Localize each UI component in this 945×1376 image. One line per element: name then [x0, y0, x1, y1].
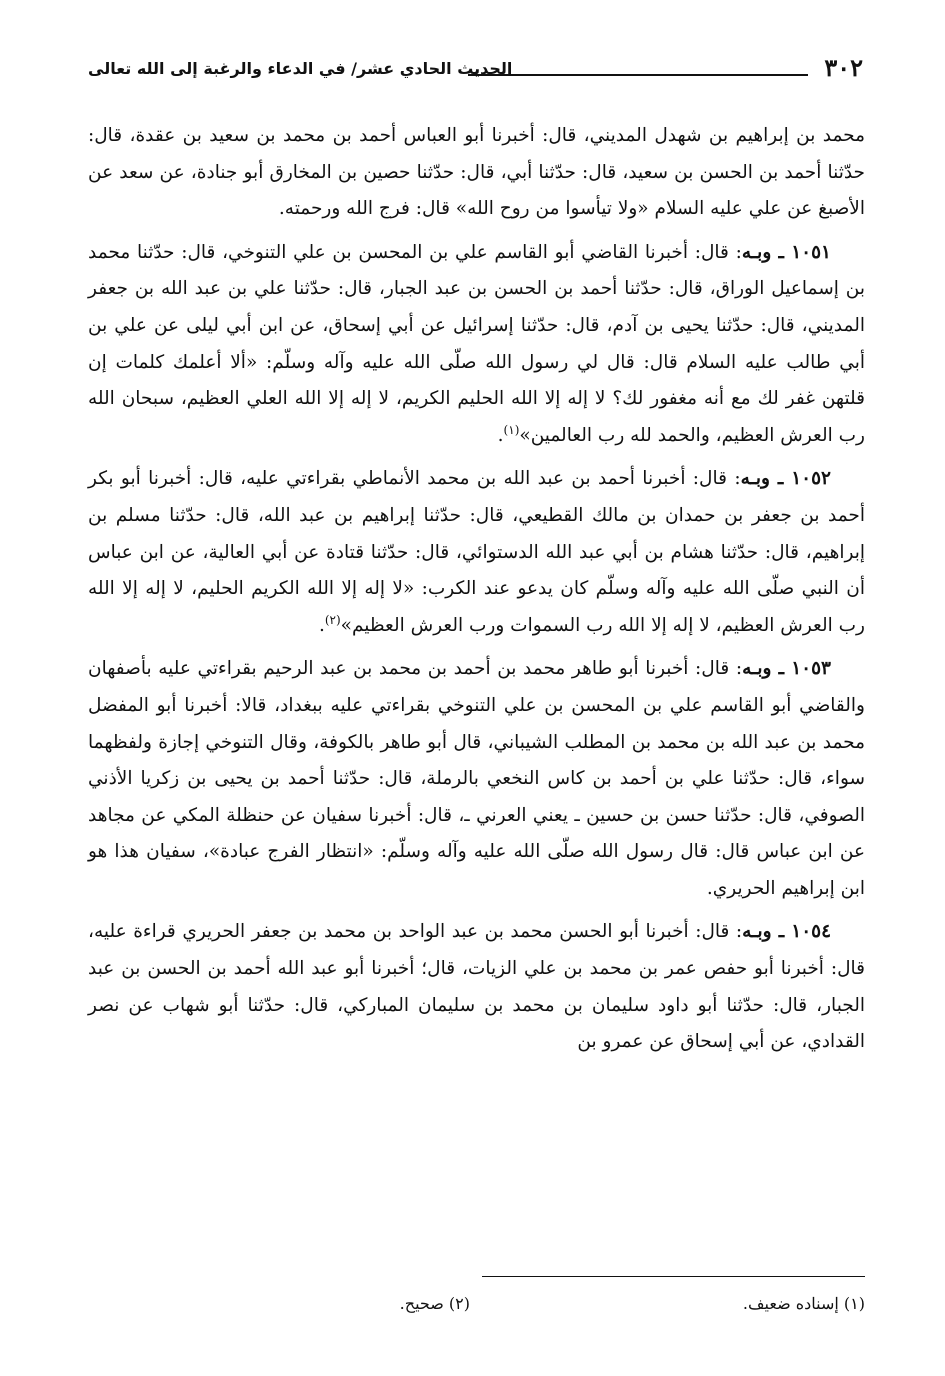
hadith-entry-1054 [88, 914, 865, 1060]
entry-end: . [497, 424, 504, 446]
entry-text: : قال: أخبرنا أبو الحسن محمد بن عبد الواحد بن محمد بن جعفر الحريري قراءة عليه، قال: أخبرنا أبو حفص عمر بن محمد بن علي الزيات، قال؛ أخبرنا أبو عبد الله أحمد بن الحسن بن عبد الجبار، قال: حدّثنا أبو داود سليمان بن محمد بن سليمان المباركي، قال: حدّثنا أبو شهاب عن نصر القدادي، عن أبي إسحاق عن عمرو بن [88, 921, 865, 1053]
entry-number: ١٠٥١ ـ وبـه [741, 241, 831, 263]
entry-end: . [318, 614, 325, 636]
header-rule [468, 74, 808, 76]
continuation-paragraph: محمد بن إبراهيم بن شهدل المديني، قال: أخبرنا أبو العباس أحمد بن محمد بن سعيد بن عقدة، قال: حدّثنا أحمد بن الحسن بن سعيد، قال: حدّثنا أبي، قال: حدّثنا حصين بن المخارق أبو جنادة، عن سعد عن الأصبغ عن علي عليه السلام «ولا تيأسوا من روح الله» قال: فرج الله ورحمته. [88, 125, 865, 220]
hadith-entry-1053 [88, 651, 865, 907]
footnote-2: (٢) صحيح. [399, 1294, 470, 1313]
footnote-ref: (٢) [324, 612, 341, 627]
running-title: الحديث الحادي عشر/ في الدعاء والرغبة إلى الله تعالى [88, 59, 513, 78]
page-body [88, 118, 865, 1061]
footnote-rule [482, 1276, 865, 1277]
hadith-entry-1051 [88, 235, 865, 455]
hadith-entry-1052 [88, 461, 865, 644]
page-header [88, 52, 863, 92]
entry-number: ١٠٥٣ ـ وبـه [742, 658, 831, 680]
footnote-1: (١) إسناده ضعيف. [742, 1294, 865, 1313]
entry-text: : قال: أخبرنا أحمد بن عبد الله بن محمد الأنماطي بقراءتي عليه، قال: أخبرنا أبو بكر أحمد بن جعفر بن حمدان بن مالك القطيعي، قال: حدّثنا إبراهيم بن عبد الله، قال: حدّثنا مسلم بن إبراهيم، قال: حدّثنا هشام بن أبي عبد الله الدستوائي، قال: حدّثنا قتادة عن أبي العالية، عن ابن عباس أن النبي صلّى الله عليه وآله وسلّم كان يدعو عند الكرب: «لا إله إلا الله الكريم الحليم، لا إله إلا الله رب العرش العظيم، لا إله إلا الله رب السموات ورب العرش العظيم» [88, 468, 865, 636]
entry-number: ١٠٥٢ ـ وبـه [740, 468, 831, 490]
page-number: ٣٠٢ [824, 53, 863, 82]
footnote-ref: (١) [503, 422, 520, 437]
entry-text: : قال: أخبرنا أبو طاهر محمد بن أحمد بن محمد بن عبد الرحيم بقراءتي عليه بأصفهان والقاضي أبو القاسم علي بن المحسن بن علي التنوخي بقراءتي عليه ببغداد، قالا: أخبرنا أبو المفضل محمد بن عبد الله بن محمد بن المطلب الشيباني، قال أبو طاهر بالكوفة، وقال التنوخي إجازة ولفظهما سواء، قال: حدّثنا علي بن أحمد بن كاس النخعي بالرملة، قال: حدّثنا أحمد بن يحيى بن زكريا الأذني الصوفي، قال: حدّثنا حسن بن حسين ـ يعني العرني ـ، قال: أخبرنا سفيان عن حنظلة المكي عن مجاهد عن ابن عباس قال: قال رسول الله صلّى الله عليه وآله وسلّم: «انتظار الفرج عبادة»، سفيان هذا هو ابن إبراهيم الحريري. [88, 658, 865, 899]
entry-number: ١٠٥٤ ـ وبـه [742, 921, 832, 943]
entry-text: : قال: أخبرنا القاضي أبو القاسم علي بن المحسن بن علي التنوخي، قال: حدّثنا محمد بن إسماعيل الوراق، قال: حدّثنا أحمد بن الحسن بن عبد الجبار، قال: حدّثنا علي بن عبد الله بن جعفر المديني، قال: حدّثنا يحيى بن آدم، قال: حدّثنا إسرائيل عن أبي إسحاق، عن ابن أبي ليلى عن علي بن أبي طالب عليه السلام قال: قال لي رسول الله صلّى الله عليه وآله وسلّم: «ألا أعلمك كلمات إن قلتهن غفر لك مع أنه مغفور لك؟ لا إله إلا الله الحليم الكريم، لا إله إلا الله العلي العظيم، سبحان الله رب العرش العظيم، والحمد لله رب العالمين» [88, 241, 865, 446]
